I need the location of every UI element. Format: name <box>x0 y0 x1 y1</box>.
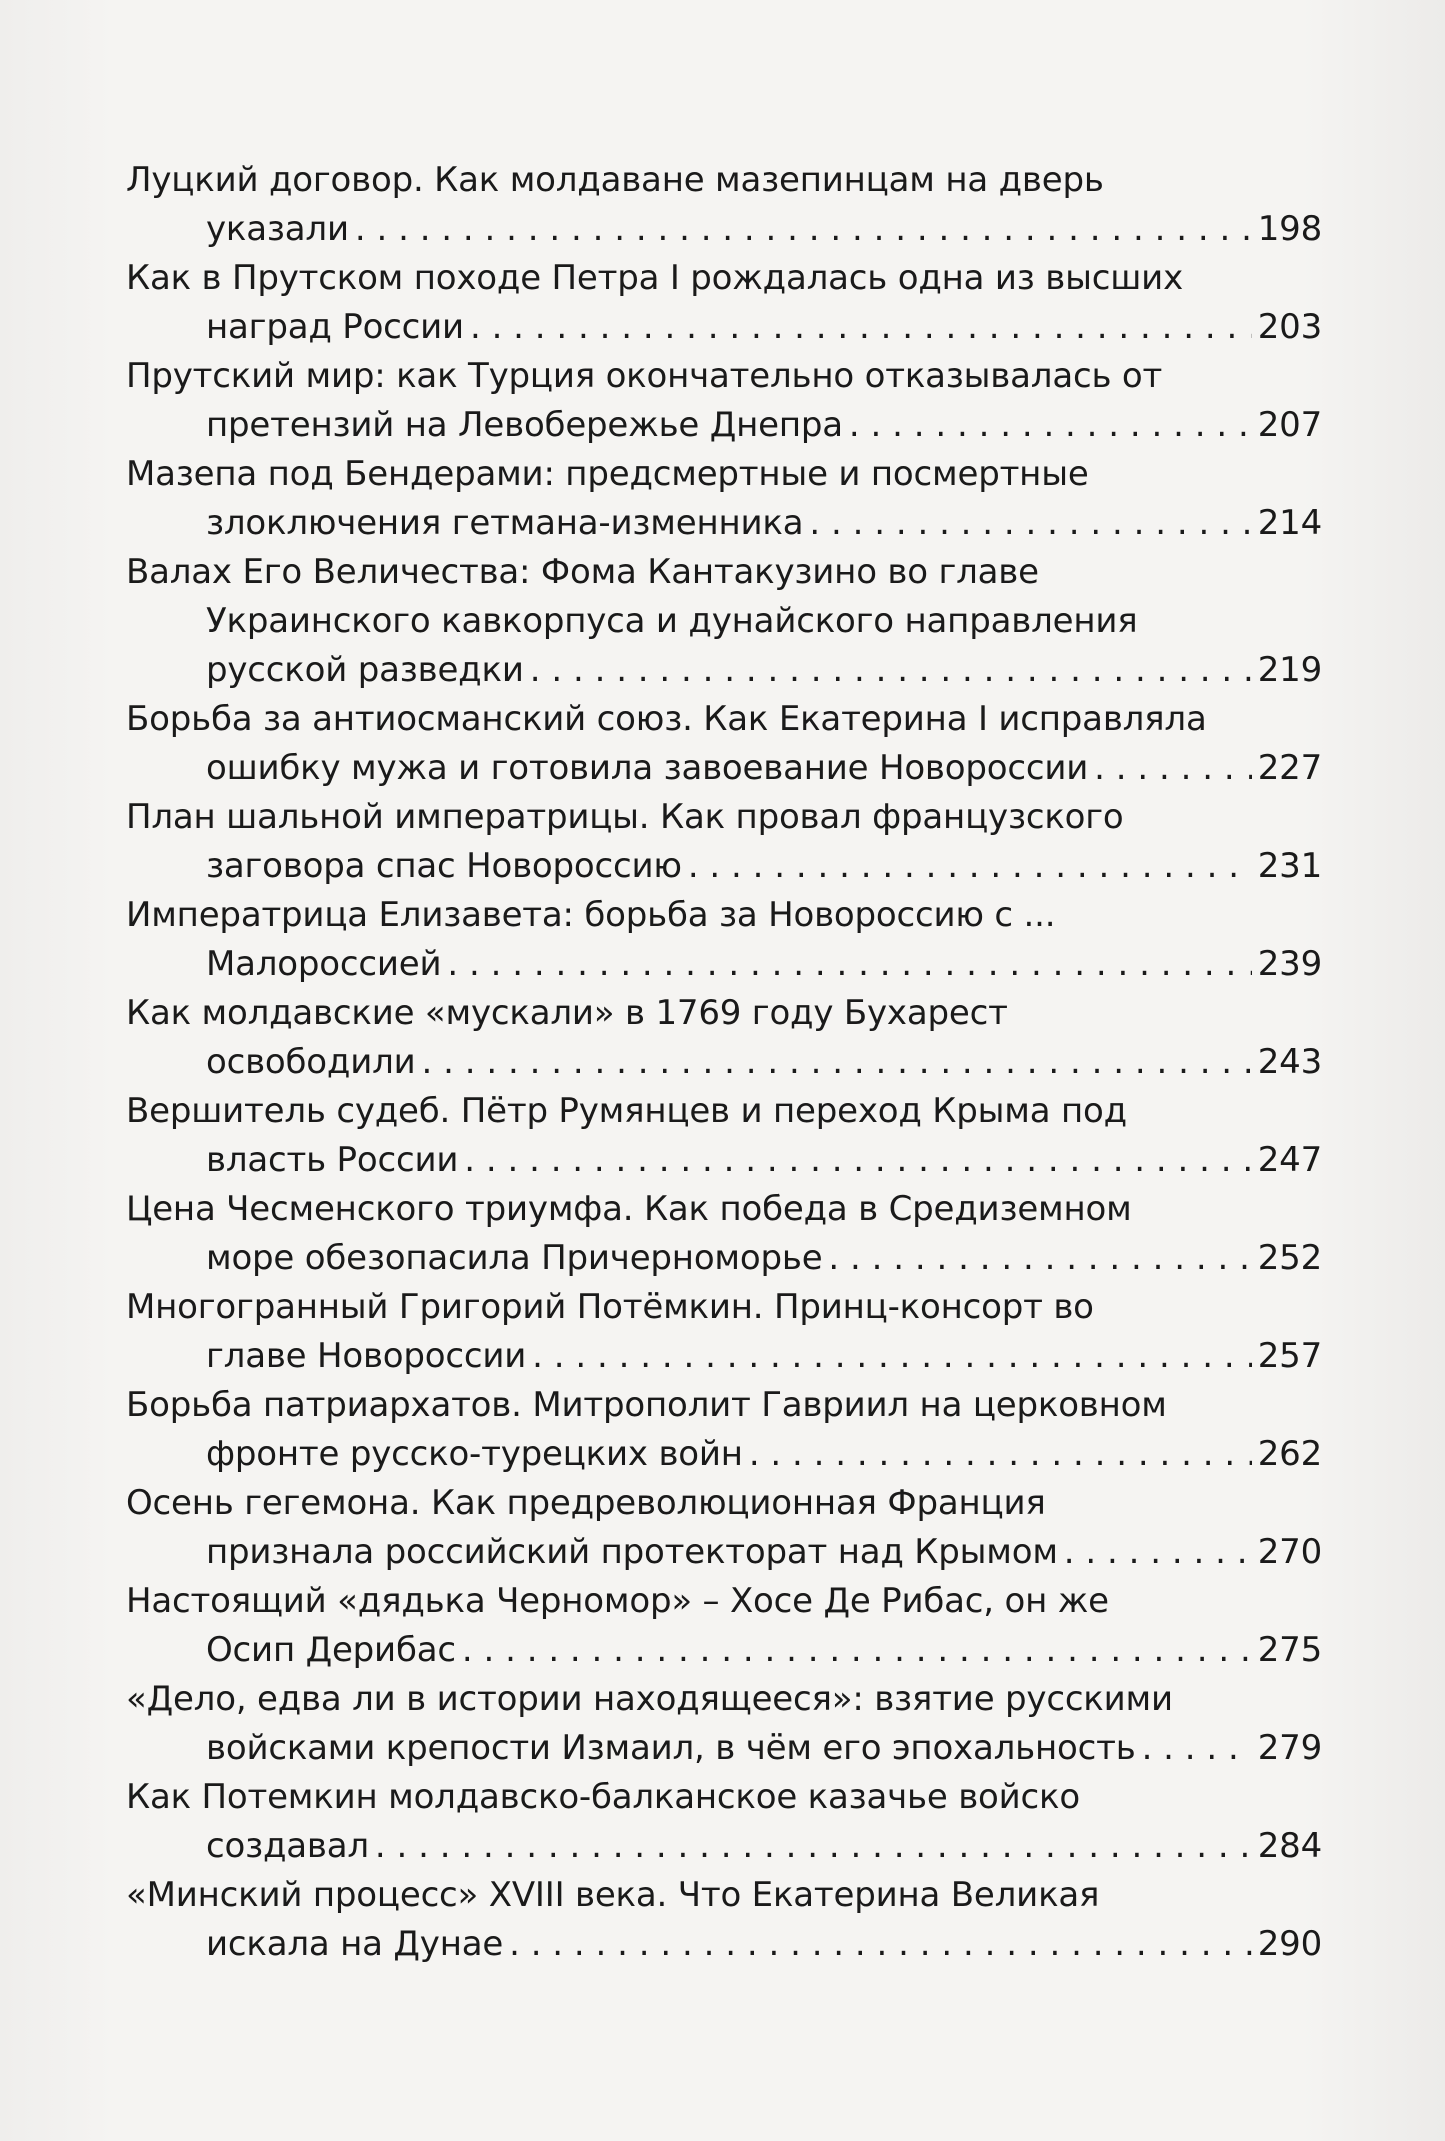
toc-page-number: 257 <box>1257 1336 1322 1376</box>
toc-leader-dots <box>355 205 1252 254</box>
toc-entry-first-line <box>126 1773 1322 1822</box>
toc-entry <box>126 352 1322 450</box>
toc-entry-continuation-line <box>126 1724 1322 1773</box>
toc-leader-dots <box>462 1626 1252 1675</box>
toc-entry-title-text: Осень гегемона. Как предреволюционная Франция <box>126 1483 1046 1523</box>
toc-leader-dots <box>509 1920 1252 1969</box>
toc-entry-title-text: море обезопасила Причерноморье <box>206 1238 823 1278</box>
toc-entry-continuation-line <box>126 499 1322 548</box>
toc-page-number: 279 <box>1257 1728 1322 1768</box>
toc-page-number: 284 <box>1257 1826 1322 1866</box>
toc-page-number: 290 <box>1257 1924 1322 1964</box>
toc-entry <box>126 891 1322 989</box>
toc-entry-continuation-line <box>126 205 1322 254</box>
toc-entry <box>126 548 1322 695</box>
toc-entry-title-text: русской разведки <box>206 650 524 690</box>
toc-entry-continuation-line <box>126 1626 1322 1675</box>
toc-entry <box>126 254 1322 352</box>
toc-entry-first-line <box>126 1283 1322 1332</box>
toc-entry-title-text: Как Потемкин молдавско-балканское казачье войско <box>126 1777 1080 1817</box>
toc-entry-first-line <box>126 548 1322 597</box>
toc-entry-continuation-line <box>126 1528 1322 1577</box>
toc-entry-first-line <box>126 450 1322 499</box>
toc-entry-title-text: Императрица Елизавета: борьба за Новороссию с ... <box>126 895 1056 935</box>
toc-entry <box>126 793 1322 891</box>
toc-entry <box>126 1283 1322 1381</box>
toc-entry-title-text: претензий на Левобережье Днепра <box>206 405 843 445</box>
toc-entry <box>126 1871 1322 1969</box>
toc-entry <box>126 1087 1322 1185</box>
toc-page-number: 219 <box>1257 650 1322 690</box>
toc-entry-title-text: освободили <box>206 1042 416 1082</box>
toc-entry-title-text: главе Новороссии <box>206 1336 527 1376</box>
toc-entry-title-text: Как молдавские «мускали» в 1769 году Бухарест <box>126 993 1008 1033</box>
toc-entry-title-text: Цена Чесменского триумфа. Как победа в Средиземном <box>126 1189 1132 1229</box>
toc-entry-continuation-line <box>126 1136 1322 1185</box>
toc-page-number: 227 <box>1257 748 1322 788</box>
toc-entry <box>126 989 1322 1087</box>
toc-leader-dots <box>1064 1528 1252 1577</box>
toc-entry-title-text: фронте русско-турецких войн <box>206 1434 743 1474</box>
toc-entry-continuation-line <box>126 1038 1322 1087</box>
toc-entry-first-line <box>126 793 1322 842</box>
toc-entry-first-line <box>126 352 1322 401</box>
toc-page-number: 243 <box>1257 1042 1322 1082</box>
toc-entry-title-text: злоключения гетмана-изменника <box>206 503 804 543</box>
toc-entry-title-text: Осип Дерибас <box>206 1630 456 1670</box>
toc-entry-first-line <box>126 1087 1322 1136</box>
toc-entry-title-text: Настоящий «дядька Черномор» – Хосе Де Рибас, он же <box>126 1581 1109 1621</box>
toc-entry-first-line <box>126 156 1322 205</box>
toc-entry-continuation-line <box>126 842 1322 891</box>
toc-page-number: 239 <box>1257 944 1322 984</box>
toc-entry-title-text: Как в Прутском походе Петра I рождалась одна из высших <box>126 258 1183 298</box>
toc-entry-title-text: План шальной императрицы. Как провал французского <box>126 797 1124 837</box>
toc-page-number: 198 <box>1257 209 1322 249</box>
toc-entry-title-text: создавал <box>206 1826 369 1866</box>
toc-entry <box>126 1773 1322 1871</box>
toc-entry-title-text: Валах Его Величества: Фома Кантакузино во главе <box>126 552 1039 592</box>
toc-entry-title-text: «Дело, едва ли в истории находящееся»: взятие русскими <box>126 1679 1173 1719</box>
toc-entry-title-text: искала на Дунае <box>206 1924 504 1964</box>
toc-entry-title-text: указали <box>206 209 349 249</box>
toc-page-number: 247 <box>1257 1140 1322 1180</box>
toc-entry-title-text: «Минский процесс» XVIII века. Что Екатерина Великая <box>126 1875 1100 1915</box>
toc-entry-continuation-line <box>126 401 1322 450</box>
toc-entry-continuation-line <box>126 1234 1322 1283</box>
toc-entry <box>126 1381 1322 1479</box>
toc-entry-first-line <box>126 1185 1322 1234</box>
toc-entry-title-text: заговора спас Новороссию <box>206 846 682 886</box>
toc-entry <box>126 695 1322 793</box>
toc-page-number: 203 <box>1257 307 1322 347</box>
toc-entry-first-line <box>126 1479 1322 1528</box>
toc-entry <box>126 1675 1322 1773</box>
toc-entry-first-line <box>126 989 1322 1038</box>
toc-leader-dots <box>532 1332 1252 1381</box>
toc-leader-dots <box>828 1234 1251 1283</box>
toc-entry-first-line <box>126 1577 1322 1626</box>
toc-entry <box>126 156 1322 254</box>
table-of-contents <box>126 156 1322 1969</box>
toc-entry-first-line <box>126 891 1322 940</box>
toc-entry-continuation-line <box>126 744 1322 793</box>
toc-entry-title-text: Многогранный Григорий Потёмкин. Принц-консорт во <box>126 1287 1094 1327</box>
toc-entry-first-line <box>126 1675 1322 1724</box>
toc-entry-title-text: Борьба патриархатов. Митрополит Гавриил на церковном <box>126 1385 1167 1425</box>
toc-entry-continuation-line <box>126 1332 1322 1381</box>
toc-entry <box>126 1577 1322 1675</box>
toc-entry-first-line <box>126 254 1322 303</box>
toc-leader-dots <box>422 1038 1252 1087</box>
toc-page-number: 270 <box>1257 1532 1322 1572</box>
toc-page-number: 214 <box>1257 503 1322 543</box>
toc-leader-dots <box>470 303 1252 352</box>
toc-entry <box>126 1185 1322 1283</box>
toc-entry-continuation-line <box>126 303 1322 352</box>
toc-entry-title-text: Борьба за антиосманский союз. Как Екатерина I исправляла <box>126 699 1207 739</box>
toc-entry-continuation-line <box>126 940 1322 989</box>
toc-page-number: 262 <box>1257 1434 1322 1474</box>
toc-leader-dots <box>1094 744 1252 793</box>
toc-page-number: 252 <box>1257 1238 1322 1278</box>
toc-entry-title-text: Малороссией <box>206 944 442 984</box>
toc-page-number: 207 <box>1257 405 1322 445</box>
toc-leader-dots <box>447 940 1251 989</box>
toc-leader-dots <box>688 842 1252 891</box>
toc-entry-title-text: Прутский мир: как Турция окончательно отказывалась от <box>126 356 1163 396</box>
toc-entry-first-line <box>126 695 1322 744</box>
toc-leader-dots <box>809 499 1251 548</box>
toc-entry-title-text: наград России <box>206 307 464 347</box>
toc-entry-continuation-line <box>126 597 1322 646</box>
toc-page-number: 231 <box>1257 846 1322 886</box>
toc-entry-title-text: признала российский протекторат над Крымом <box>206 1532 1058 1572</box>
toc-entry-first-line <box>126 1871 1322 1920</box>
toc-entry-first-line <box>126 1381 1322 1430</box>
toc-leader-dots <box>530 646 1252 695</box>
toc-leader-dots <box>849 401 1252 450</box>
toc-entry-continuation-line <box>126 646 1322 695</box>
toc-leader-dots <box>1142 1724 1252 1773</box>
toc-entry <box>126 450 1322 548</box>
toc-leader-dots <box>464 1136 1251 1185</box>
toc-entry-title-text: Украинского кавкорпуса и дунайского направления <box>206 601 1138 641</box>
toc-entry-title-text: Мазепа под Бендерами: предсмертные и посмертные <box>126 454 1089 494</box>
toc-entry-title-text: власть России <box>206 1140 459 1180</box>
toc-entry-continuation-line <box>126 1920 1322 1969</box>
toc-entry <box>126 1479 1322 1577</box>
toc-entry-continuation-line <box>126 1822 1322 1871</box>
toc-leader-dots <box>375 1822 1252 1871</box>
toc-entry-title-text: войсками крепости Измаил, в чём его эпохальность <box>206 1728 1136 1768</box>
toc-page-number: 275 <box>1257 1630 1322 1670</box>
toc-entry-title-text: ошибку мужа и готовила завоевание Новороссии <box>206 748 1089 788</box>
toc-leader-dots <box>749 1430 1252 1479</box>
toc-entry-title-text: Луцкий договор. Как молдаване мазепинцам на дверь <box>126 160 1104 200</box>
toc-entry-continuation-line <box>126 1430 1322 1479</box>
toc-entry-title-text: Вершитель судеб. Пётр Румянцев и переход Крыма под <box>126 1091 1127 1131</box>
